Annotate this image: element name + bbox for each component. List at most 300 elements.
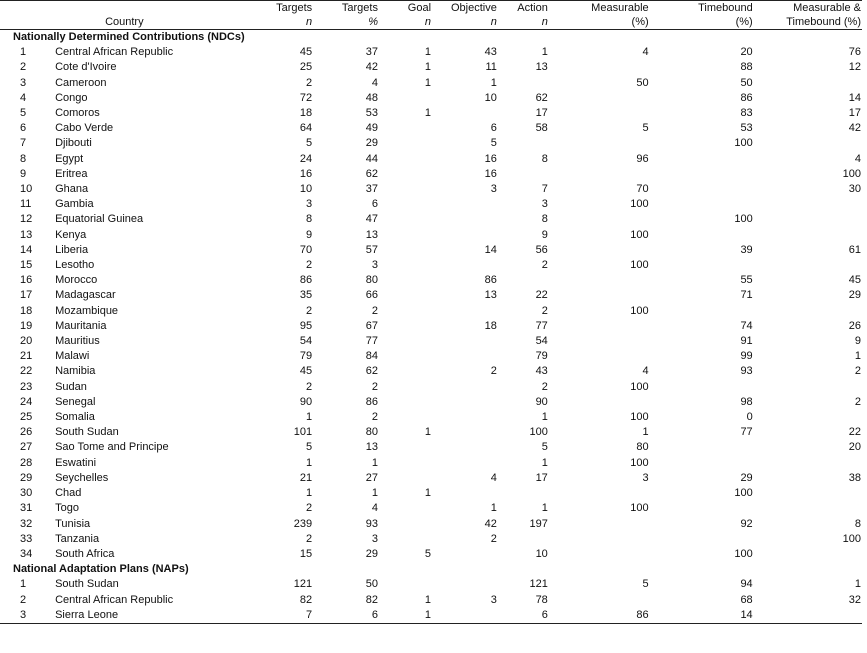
targets-n-cell: 95 [299, 319, 313, 332]
table-row [0, 45, 862, 60]
timebound-pct-cell: 29 [740, 471, 753, 484]
objective-n-cell: 2 [490, 532, 497, 545]
targets-n-cell: 15 [299, 547, 313, 560]
targets-pct-cell: 6 [371, 198, 378, 211]
measurable-timebound-pct-cell: 26 [848, 319, 861, 332]
country-name-cell: Sao Tome and Principe [55, 441, 169, 454]
row-index-cell: 8 [20, 152, 27, 165]
targets-n-cell: 54 [299, 335, 313, 348]
country-name-cell: Eritrea [55, 167, 88, 180]
goal-n-cell [379, 410, 432, 425]
timebound-pct-cell: 93 [740, 365, 753, 378]
country-name-cell: Chad [55, 487, 82, 500]
measurable-pct-cell: 100 [630, 502, 649, 515]
targets-n-cell: 86 [299, 274, 313, 287]
timebound-pct-cell: 100 [734, 547, 753, 560]
measurable-timebound-pct-cell: 100 [842, 167, 861, 180]
row-index-cell: 10 [20, 183, 33, 196]
header-cell [0, 15, 53, 30]
header-timebound: Timebound [650, 1, 754, 16]
measurable-pct-cell: 4 [642, 365, 649, 378]
timebound-pct-cell: 20 [740, 46, 753, 59]
action-n-cell: 8 [541, 213, 548, 226]
objective-n-cell [432, 547, 498, 562]
measurable-timebound-pct-cell [754, 228, 862, 243]
targets-n-cell: 10 [299, 183, 313, 196]
targets-pct-cell: 57 [365, 243, 378, 256]
targets-pct-cell: 3 [371, 532, 378, 545]
objective-n-cell [432, 440, 498, 455]
action-n-cell: 13 [535, 61, 548, 74]
country-name-cell: Liberia [55, 243, 89, 256]
measurable-timebound-pct-cell [754, 304, 862, 319]
table-row [0, 577, 862, 592]
measurable-pct-cell [549, 395, 650, 410]
country-name-cell: Malawi [55, 350, 90, 363]
goal-n-cell: 1 [424, 46, 432, 59]
measurable-timebound-pct-cell: 29 [848, 289, 861, 302]
timebound-pct-cell: 71 [740, 289, 753, 302]
goal-n-cell [379, 243, 432, 258]
action-n-cell: 62 [535, 91, 548, 104]
timebound-pct-cell [650, 440, 754, 455]
table-row [0, 228, 862, 243]
targets-n-cell: 239 [293, 517, 313, 530]
timebound-pct-cell [650, 380, 754, 395]
objective-n-cell: 16 [484, 152, 497, 165]
measurable-timebound-pct-cell: 17 [848, 107, 861, 120]
goal-n-cell [379, 121, 432, 136]
row-index-cell: 32 [20, 517, 33, 530]
timebound-pct-cell: 88 [740, 61, 753, 74]
table-row [0, 517, 862, 532]
table-row [0, 197, 862, 212]
action-n-cell: 1 [541, 46, 548, 59]
objective-n-cell [432, 456, 498, 471]
country-name-cell: Madagascar [55, 289, 116, 302]
goal-n-cell [379, 532, 432, 547]
targets-n-cell: 2 [306, 532, 313, 545]
timebound-pct-cell [650, 501, 754, 516]
objective-n-cell: 18 [484, 319, 497, 332]
timebound-pct-cell: 100 [734, 487, 753, 500]
goal-n-cell [379, 304, 432, 319]
measurable-pct-cell: 100 [630, 456, 649, 469]
measurable-pct-cell [549, 334, 650, 349]
table-row [0, 380, 862, 395]
measurable-pct-cell: 100 [630, 304, 649, 317]
targets-pct-cell: 49 [365, 122, 378, 135]
goal-n-cell: 1 [424, 107, 432, 120]
timebound-pct-cell [650, 456, 754, 471]
goal-n-cell: 5 [424, 547, 432, 560]
action-n-cell: 2 [541, 259, 548, 272]
action-n-cell: 78 [535, 593, 548, 606]
measurable-timebound-pct-cell: 61 [848, 243, 861, 256]
objective-n-cell [432, 577, 498, 592]
measurable-pct-cell: 100 [630, 259, 649, 272]
measurable-pct-cell [549, 532, 650, 547]
goal-n-cell: 1 [424, 593, 432, 606]
targets-n-cell: 70 [299, 243, 313, 256]
timebound-pct-cell: 92 [740, 517, 753, 530]
timebound-pct-cell: 100 [734, 213, 753, 226]
measurable-timebound-pct-cell: 45 [848, 274, 861, 287]
objective-n-cell: 86 [484, 274, 497, 287]
table-row [0, 501, 862, 516]
targets-n-cell: 9 [306, 228, 313, 241]
row-index-cell: 3 [20, 76, 27, 89]
action-n-cell: 17 [535, 107, 548, 120]
action-n-cell: 2 [541, 380, 548, 393]
goal-n-cell [379, 471, 432, 486]
measurable-pct-cell: 1 [642, 426, 649, 439]
timebound-pct-cell: 86 [740, 91, 753, 104]
targets-pct-cell: 84 [365, 350, 378, 363]
country-name-cell: Seychelles [55, 471, 109, 484]
country-name-cell: Sierra Leone [53, 608, 260, 624]
measurable-pct-cell: 100 [630, 411, 649, 424]
goal-n-cell [379, 228, 432, 243]
header-country: Country [53, 15, 260, 30]
table-row [0, 136, 862, 151]
measurable-timebound-pct-cell [754, 136, 862, 151]
goal-n-cell [379, 349, 432, 364]
measurable-pct-cell [549, 288, 650, 303]
action-n-cell [498, 76, 549, 91]
targets-pct-cell: 42 [365, 61, 378, 74]
row-index-cell: 12 [20, 213, 33, 226]
country-name-cell: Mozambique [55, 304, 119, 317]
country-name-cell: Central African Republic [55, 593, 174, 606]
timebound-pct-cell: 55 [740, 274, 753, 287]
targets-pct-cell: 1 [371, 456, 378, 469]
table-row [0, 395, 862, 410]
goal-n-cell [379, 136, 432, 151]
row-index-cell: 4 [20, 91, 27, 104]
header-action: Action [498, 1, 549, 16]
goal-n-cell [379, 334, 432, 349]
table-row [0, 364, 862, 379]
objective-n-cell: 5 [490, 137, 497, 150]
table-row [0, 76, 862, 91]
timebound-pct-cell: 14 [650, 608, 754, 624]
objective-n-cell [432, 334, 498, 349]
objective-n-cell [432, 304, 498, 319]
table-row [0, 243, 862, 258]
table-row [0, 288, 862, 303]
targets-n-cell: 3 [306, 198, 313, 211]
row-index-cell: 17 [20, 289, 33, 302]
measurable-timebound-pct-cell [754, 608, 862, 624]
country-name-cell: Sudan [55, 380, 87, 393]
header-objective: Objective [432, 1, 498, 16]
table-row [0, 152, 862, 167]
measurable-timebound-pct-cell: 1 [854, 578, 861, 591]
targets-n-cell: 2 [306, 76, 313, 89]
targets-n-cell: 25 [299, 61, 313, 74]
action-n-cell: 8 [541, 152, 548, 165]
targets-n-cell: 35 [299, 289, 313, 302]
section-header-row [0, 30, 862, 46]
goal-n-cell [379, 380, 432, 395]
objective-n-cell: 42 [484, 517, 497, 530]
measurable-timebound-pct-cell [754, 197, 862, 212]
objective-n-cell [432, 197, 498, 212]
row-index-cell: 31 [20, 502, 33, 515]
table-row [0, 410, 862, 425]
targets-pct-cell: 4 [371, 502, 378, 515]
targets-pct-cell: 2 [371, 304, 378, 317]
measurable-pct-cell: 100 [630, 380, 649, 393]
table-row [0, 167, 862, 182]
table-row [0, 547, 862, 562]
row-index-cell: 11 [20, 198, 32, 211]
table-row [0, 608, 862, 624]
objective-n-cell [432, 106, 498, 121]
table-header [0, 1, 862, 30]
targets-pct-cell: 86 [365, 395, 378, 408]
timebound-pct-cell: 39 [740, 243, 753, 256]
country-name-cell: Somalia [55, 411, 95, 424]
targets-n-cell: 2 [306, 304, 313, 317]
header-targets-n: Targets [260, 1, 313, 16]
targets-pct-cell: 53 [365, 107, 378, 120]
measurable-timebound-pct-cell [754, 501, 862, 516]
row-index-cell: 9 [20, 167, 27, 180]
measurable-pct-cell: 5 [642, 578, 649, 591]
timebound-pct-cell: 91 [740, 335, 753, 348]
table-row [0, 440, 862, 455]
objective-n-cell [432, 425, 498, 440]
action-n-cell: 1 [541, 502, 548, 515]
header-goal: Goal [379, 1, 432, 16]
measurable-pct-cell: 100 [630, 228, 649, 241]
header-objective-unit: n [432, 15, 498, 30]
targets-pct-cell: 93 [365, 517, 378, 530]
targets-pct-cell: 4 [371, 76, 378, 89]
measurable-pct-cell [549, 349, 650, 364]
targets-pct-cell: 48 [365, 91, 378, 104]
row-index-cell: 2 [20, 593, 27, 606]
targets-n-cell: 5 [306, 137, 313, 150]
country-name-cell: Equatorial Guinea [55, 213, 144, 226]
measurable-timebound-pct-cell: 1 [854, 350, 861, 363]
goal-n-cell: 1 [424, 426, 432, 439]
targets-pct-cell: 50 [365, 578, 378, 591]
objective-n-cell: 11 [485, 61, 497, 74]
section-title: Nationally Determined Contributions (NDCs) [13, 31, 245, 43]
timebound-pct-cell: 0 [746, 411, 753, 424]
row-index-cell: 30 [20, 487, 33, 500]
goal-n-cell [379, 577, 432, 592]
timebound-pct-cell: 94 [740, 578, 753, 591]
targets-n-cell: 45 [299, 46, 313, 59]
table-body [0, 30, 862, 624]
targets-n-cell: 82 [299, 593, 313, 606]
objective-n-cell [432, 395, 498, 410]
table-row [0, 319, 862, 334]
timebound-pct-cell: 98 [740, 395, 753, 408]
goal-n-cell [379, 440, 432, 455]
row-index-cell: 7 [20, 137, 27, 150]
targets-n-cell: 64 [299, 122, 313, 135]
row-index-cell: 2 [20, 61, 27, 74]
country-name-cell: Comoros [55, 107, 100, 120]
objective-n-cell: 13 [484, 289, 497, 302]
action-n-cell [498, 532, 549, 547]
country-name-cell: Mauritius [55, 335, 100, 348]
action-n-cell: 10 [535, 547, 548, 560]
measurable-pct-cell [549, 319, 650, 334]
measurable-pct-cell [549, 593, 650, 608]
row-index-cell: 21 [20, 350, 33, 363]
country-name-cell: Eswatini [55, 456, 97, 469]
targets-pct-cell: 13 [365, 441, 378, 454]
targets-pct-cell: 66 [365, 289, 378, 302]
action-n-cell: 77 [535, 319, 548, 332]
action-n-cell: 197 [529, 517, 548, 530]
measurable-pct-cell: 3 [642, 471, 649, 484]
row-index-cell: 5 [20, 107, 27, 120]
objective-n-cell: 10 [484, 91, 497, 104]
timebound-pct-cell [650, 182, 754, 197]
action-n-cell: 6 [498, 608, 549, 624]
action-n-cell: 54 [535, 335, 548, 348]
goal-n-cell: 1 [424, 76, 432, 89]
targets-pct-cell: 47 [365, 213, 378, 226]
header-cell [0, 1, 53, 16]
objective-n-cell [432, 212, 498, 227]
goal-n-cell [379, 288, 432, 303]
table-row [0, 532, 862, 547]
targets-n-cell: 7 [260, 608, 313, 624]
timebound-pct-cell [650, 532, 754, 547]
row-index-cell: 23 [20, 380, 33, 393]
timebound-pct-cell: 74 [740, 319, 753, 332]
country-name-cell: Djibouti [55, 137, 92, 150]
measurable-timebound-pct-cell: 2 [854, 395, 861, 408]
measurable-timebound-pct-cell: 8 [854, 517, 861, 530]
table-row [0, 425, 862, 440]
measurable-timebound-pct-cell: 9 [854, 335, 861, 348]
action-n-cell: 7 [541, 183, 548, 196]
objective-n-cell: 3 [490, 183, 497, 196]
goal-n-cell [379, 273, 432, 288]
goal-n-cell [379, 258, 432, 273]
measurable-pct-cell [549, 167, 650, 182]
targets-n-cell: 101 [293, 426, 313, 439]
row-index-cell: 14 [20, 243, 33, 256]
timebound-pct-cell [650, 258, 754, 273]
targets-pct-cell: 3 [371, 259, 378, 272]
header-targets-pct-unit: % [313, 15, 379, 30]
objective-n-cell [432, 486, 498, 501]
objective-n-cell [432, 228, 498, 243]
objective-n-cell: 4 [490, 471, 497, 484]
measurable-timebound-pct-cell [754, 410, 862, 425]
header-goal-unit: n [379, 15, 432, 30]
objective-n-cell [432, 258, 498, 273]
measurable-timebound-pct-cell [754, 76, 862, 91]
table-row [0, 182, 862, 197]
targets-n-cell: 79 [299, 350, 313, 363]
measurable-timebound-pct-cell [754, 212, 862, 227]
measurable-timebound-pct-cell: 22 [848, 426, 861, 439]
measurable-timebound-pct-cell: 42 [848, 122, 861, 135]
action-n-cell [498, 486, 549, 501]
targets-n-cell: 8 [306, 213, 313, 226]
objective-n-cell: 2 [490, 365, 497, 378]
country-name-cell: Ghana [55, 183, 89, 196]
row-index-cell: 15 [20, 259, 33, 272]
action-n-cell: 3 [541, 198, 548, 211]
targets-n-cell: 1 [306, 487, 313, 500]
row-index-cell: 29 [20, 471, 33, 484]
action-n-cell: 43 [535, 365, 548, 378]
table-row [0, 486, 862, 501]
measurable-pct-cell [549, 60, 650, 75]
measurable-timebound-pct-cell: 30 [848, 183, 861, 196]
goal-n-cell [379, 182, 432, 197]
goal-n-cell: 1 [424, 487, 432, 500]
goal-n-cell [379, 197, 432, 212]
action-n-cell [498, 136, 549, 151]
timebound-pct-cell: 99 [740, 350, 753, 363]
action-n-cell: 56 [535, 243, 548, 256]
targets-n-cell: 121 [293, 578, 313, 591]
country-name-cell: Morocco [55, 274, 98, 287]
section-header-row [0, 562, 862, 577]
measurable-pct-cell [549, 547, 650, 562]
objective-n-cell: 16 [484, 167, 497, 180]
timebound-pct-cell: 83 [740, 107, 753, 120]
measurable-timebound-pct-cell: 20 [848, 441, 861, 454]
row-index-cell: 26 [20, 426, 33, 439]
timebound-pct-cell: 68 [740, 593, 753, 606]
targets-n-cell: 1 [306, 411, 313, 424]
country-name-cell: Egypt [55, 152, 84, 165]
header-cell [53, 1, 260, 16]
action-n-cell: 9 [541, 228, 548, 241]
targets-n-cell: 24 [299, 152, 313, 165]
targets-pct-cell: 82 [365, 593, 378, 606]
table-row [0, 106, 862, 121]
measurable-pct-cell: 5 [642, 122, 649, 135]
country-name-cell: South Sudan [55, 578, 119, 591]
measurable-pct-cell [549, 91, 650, 106]
country-name-cell: Cameroon [55, 76, 107, 89]
measurable-pct-cell [549, 243, 650, 258]
measurable-timebound-pct-cell: 38 [848, 471, 861, 484]
measurable-timebound-pct-cell [754, 456, 862, 471]
table-row [0, 212, 862, 227]
country-name-cell: Mauritania [55, 319, 107, 332]
header-measurable-unit: (%) [549, 15, 650, 30]
targets-pct-cell: 13 [365, 228, 378, 241]
action-n-cell: 17 [535, 471, 548, 484]
targets-pct-cell: 62 [365, 167, 378, 180]
goal-n-cell [379, 319, 432, 334]
action-n-cell: 5 [541, 441, 548, 454]
header-targets-n-unit: n [260, 15, 313, 30]
targets-n-cell: 2 [306, 380, 313, 393]
targets-n-cell: 2 [306, 259, 313, 272]
goal-n-cell [379, 395, 432, 410]
measurable-pct-cell: 4 [642, 46, 649, 59]
targets-pct-cell: 29 [365, 137, 378, 150]
targets-n-cell: 45 [299, 365, 313, 378]
